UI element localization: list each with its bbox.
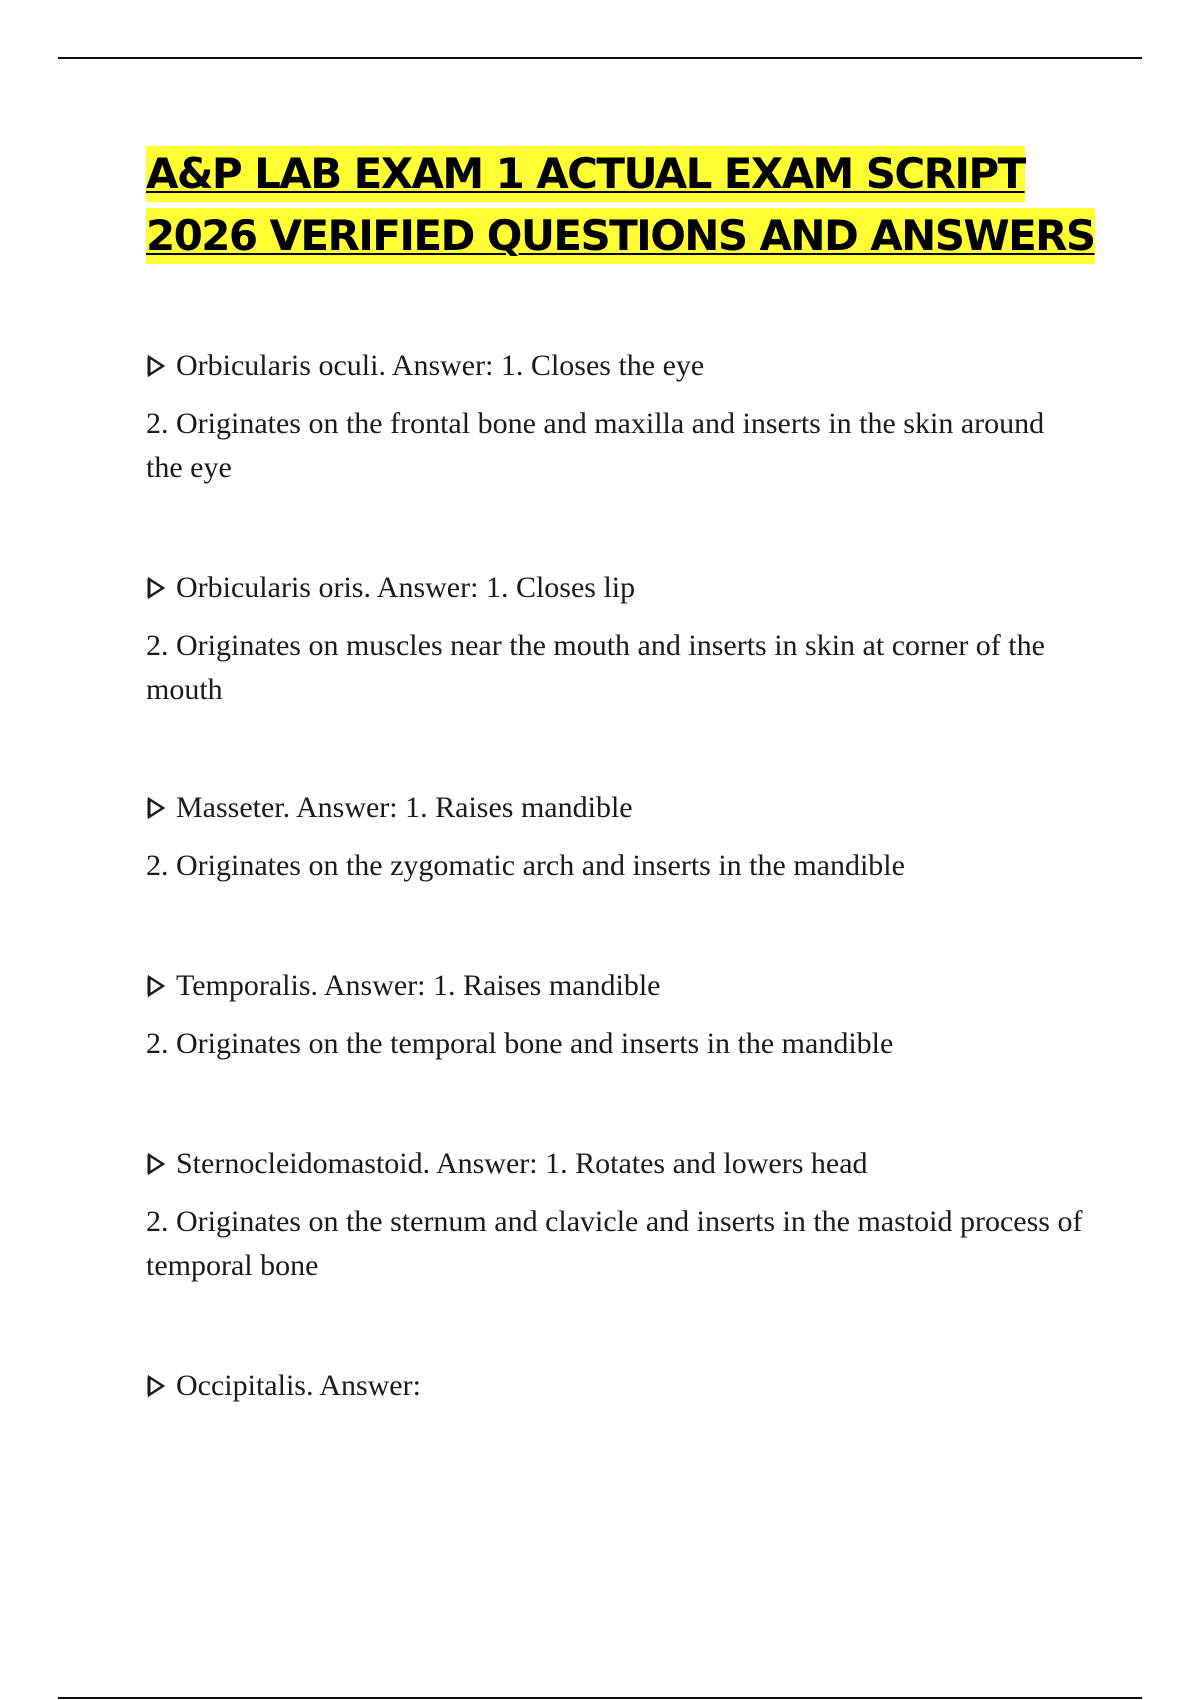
answer-detail: 2. Originates on the zygomatic arch and inserts in the mandible [146, 849, 905, 882]
triangle-arrow-icon [146, 796, 166, 820]
qa-item [146, 786, 1086, 964]
qa-list [146, 344, 1086, 1408]
question-line [146, 964, 1086, 1008]
qa-item [146, 1364, 1086, 1408]
question-text: Orbicularis oris. Answer: 1. Closes lip [176, 571, 636, 604]
triangle-arrow-icon [146, 576, 166, 600]
question-line [146, 786, 1086, 830]
triangle-arrow-icon [146, 354, 166, 378]
title-line-2: 2026 VERIFIED QUESTIONS AND ANSWERS [146, 208, 1095, 264]
answer-detail: 2. Originates on the temporal bone and inserts in the mandible [146, 1027, 894, 1060]
question-text: Temporalis. Answer: 1. Raises mandible [176, 969, 661, 1002]
triangle-arrow-icon [146, 1152, 166, 1176]
top-rule [58, 57, 1142, 59]
triangle-arrow-icon [146, 1374, 166, 1398]
qa-item [146, 566, 1086, 786]
qa-item [146, 1142, 1086, 1364]
question-line [146, 1142, 1086, 1186]
qa-item [146, 344, 1086, 566]
question-line [146, 566, 1086, 610]
answer-detail: 2. Originates on muscles near the mouth and inserts in skin at corner of the mouth [146, 629, 1045, 706]
question-text: Occipitalis. Answer: [176, 1369, 421, 1402]
answer-detail: 2. Originates on the frontal bone and maxilla and inserts in the skin around the eye [146, 407, 1045, 484]
document-title [146, 146, 1106, 270]
question-text: Orbicularis oculi. Answer: 1. Closes the eye [176, 349, 705, 382]
bottom-rule [58, 1697, 1142, 1699]
question-line [146, 1364, 1086, 1408]
question-text: Sternocleidomastoid. Answer: 1. Rotates and lowers head [176, 1147, 868, 1180]
title-line-1: A&P LAB EXAM 1 ACTUAL EXAM SCRIPT [146, 146, 1025, 202]
triangle-arrow-icon [146, 974, 166, 998]
qa-item [146, 964, 1086, 1142]
question-text: Masseter. Answer: 1. Raises mandible [176, 791, 633, 824]
answer-detail: 2. Originates on the sternum and clavicle and inserts in the mastoid process of temporal bone [146, 1205, 1083, 1282]
question-line [146, 344, 1086, 388]
